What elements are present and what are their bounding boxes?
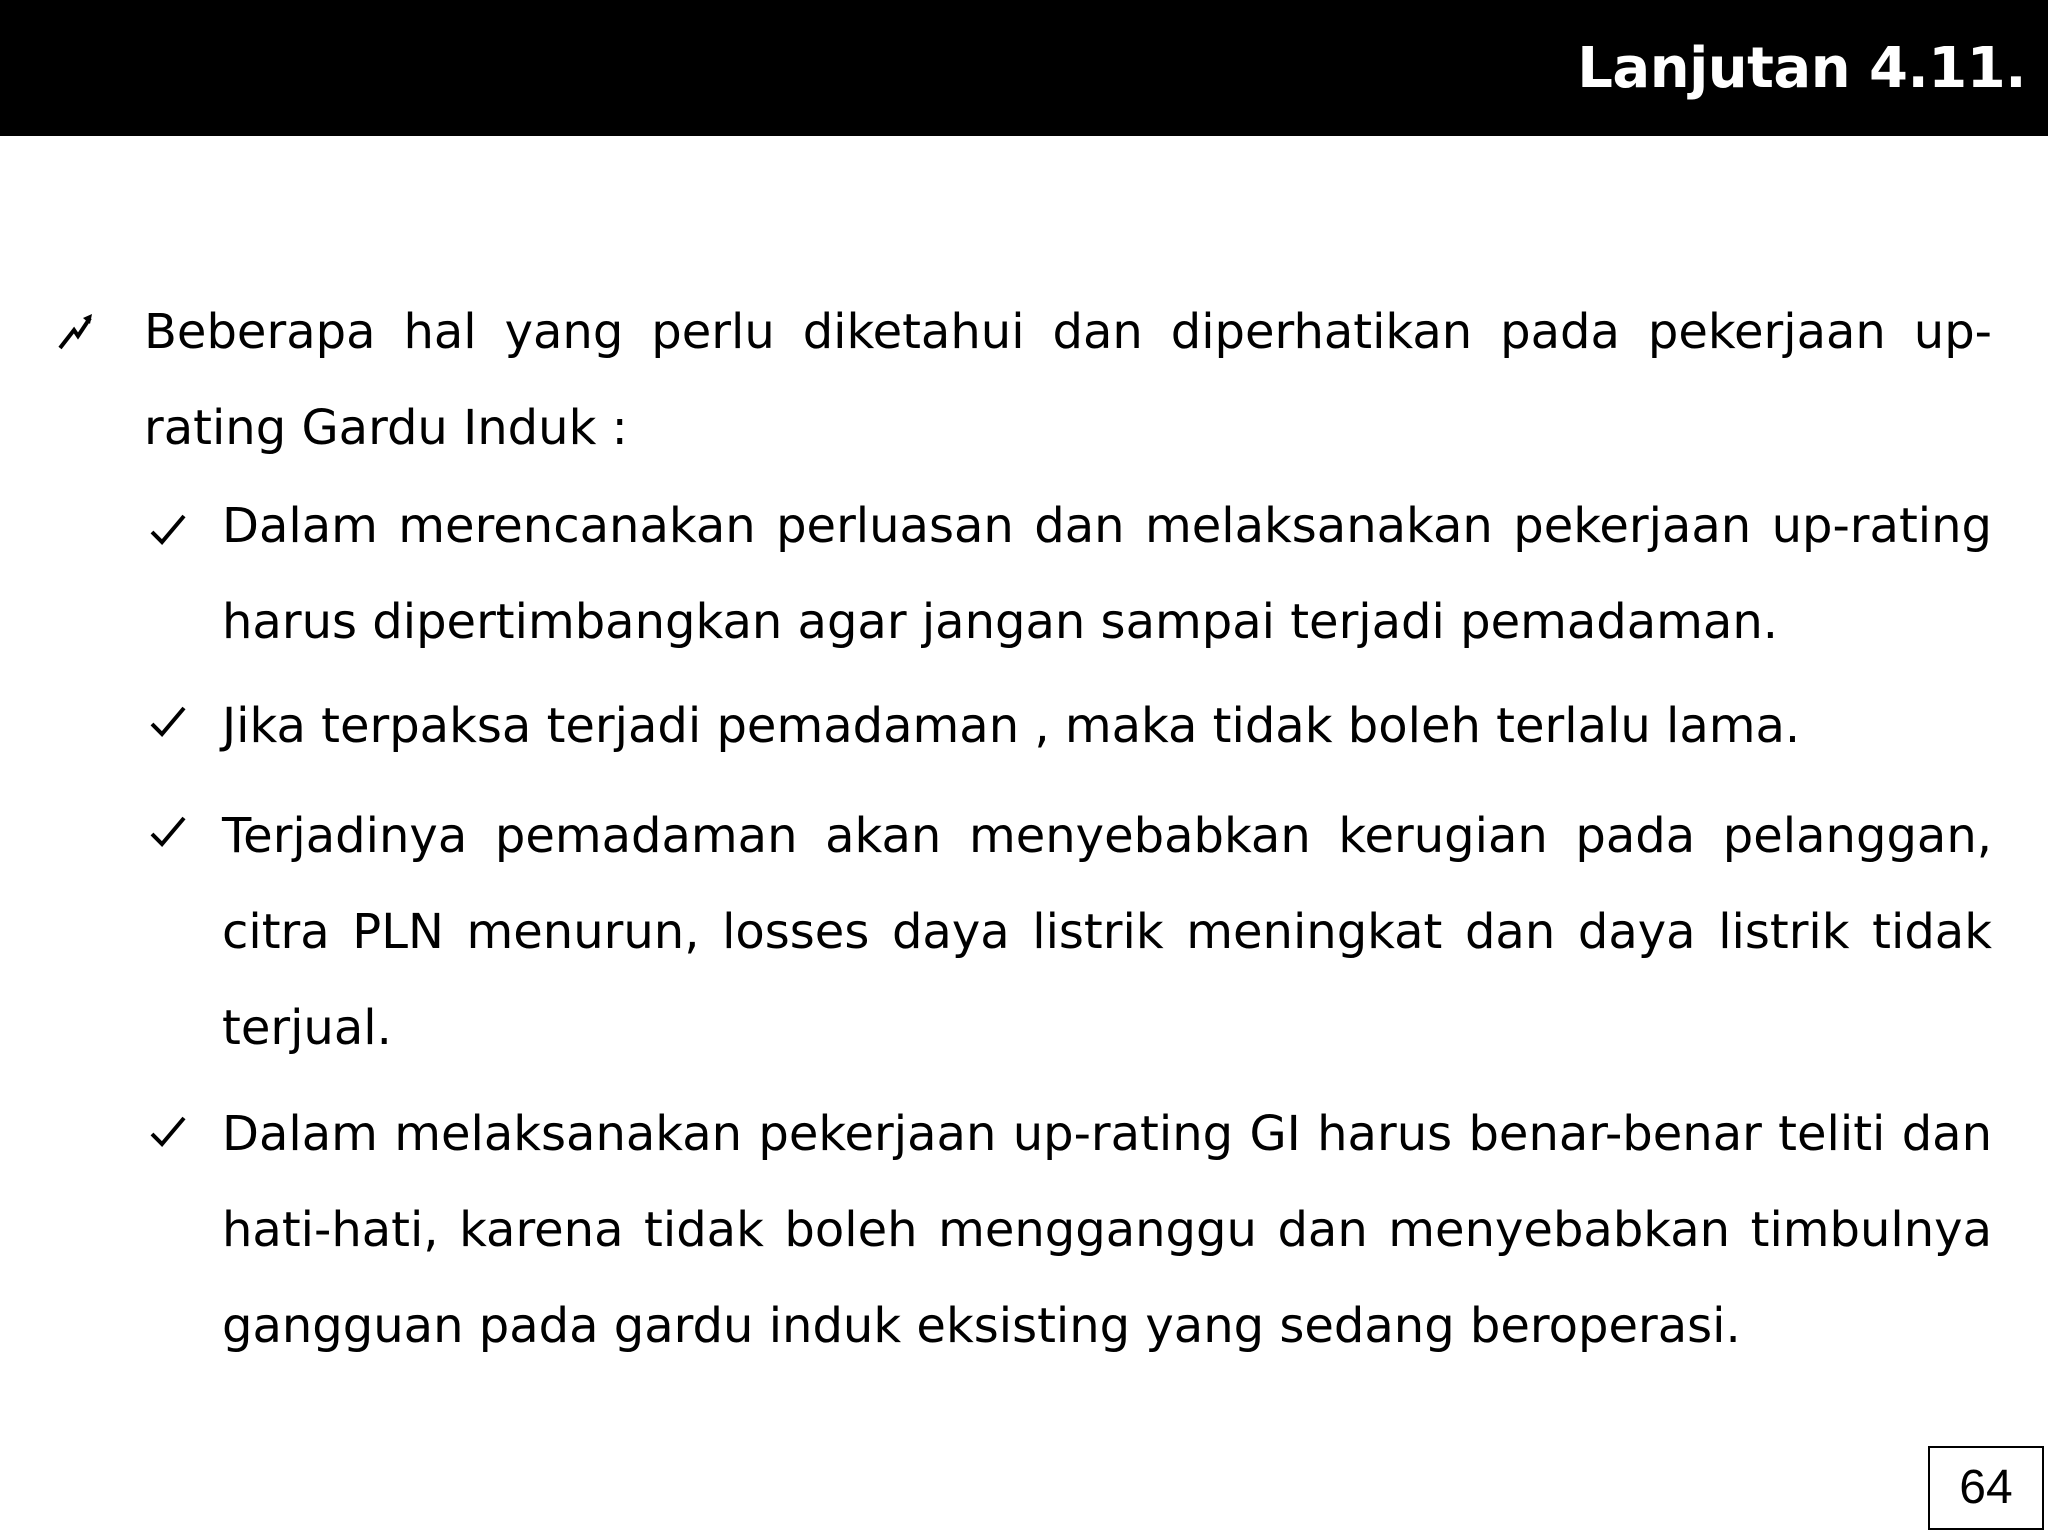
list-item: Jika terpaksa terjadi pemadaman , maka tidak boleh terlalu lama. <box>222 698 1801 754</box>
lightning-arrow-icon <box>56 310 96 350</box>
lead-paragraph: Beberapa hal yang perlu diketahui dan diperhatikan pada pekerjaan up-rating Gardu Induk : <box>144 304 1992 456</box>
list-item: Terjadinya pemadaman akan menyebabkan kerugian pada pelanggan, citra PLN menurun, losses daya listrik meningkat dan daya listrik tidak terjual. <box>222 808 1992 1056</box>
checkmark-icon <box>146 810 190 854</box>
list-item: Dalam merencanakan perluasan dan melaksanakan pekerjaan up-rating harus dipertimbangkan agar jangan sampai terjadi pemadaman. <box>222 498 1992 650</box>
list-item: Dalam melaksanakan pekerjaan up-rating GI harus benar-benar teliti dan hati-hati, karena tidak boleh mengganggu dan menyebabkan timbulnya gangguan pada gardu induk eksisting yang sedang beroperasi. <box>222 1106 1992 1354</box>
checkmark-icon <box>146 1110 190 1154</box>
checkmark-icon <box>146 700 190 744</box>
page-title: Lanjutan 4.11. <box>1577 36 2026 101</box>
page-number: 64 <box>1928 1446 2044 1530</box>
checkmark-icon <box>146 508 190 552</box>
